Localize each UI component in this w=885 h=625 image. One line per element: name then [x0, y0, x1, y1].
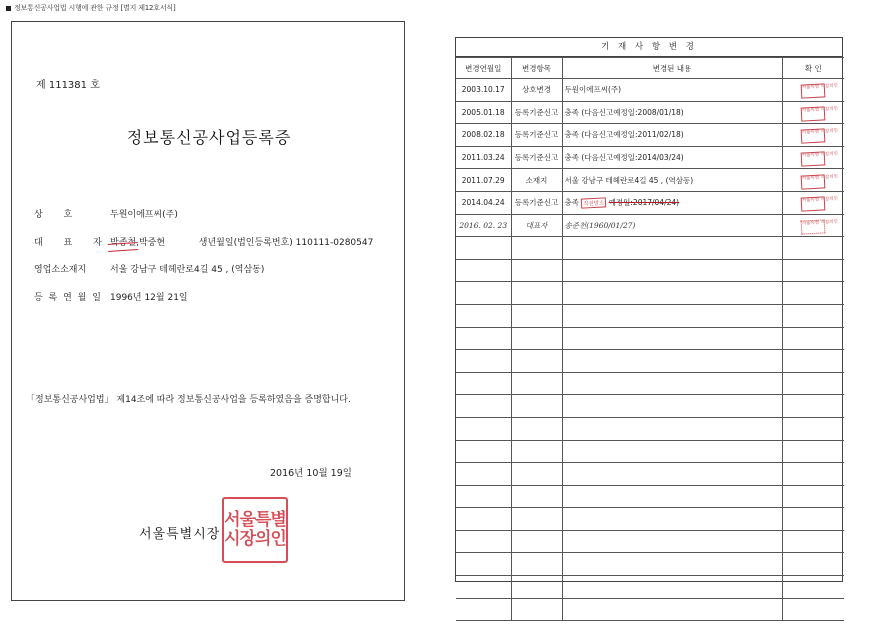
seal-line-2: 시장의인: [224, 529, 286, 549]
table-row-empty: [456, 350, 844, 373]
row-content-handwritten: 송준천(1960/01/27): [562, 214, 782, 237]
reg-date-value: 1996년 12월 21일: [110, 293, 188, 303]
representative-row: [34, 235, 373, 248]
header-confirm: 확 인: [782, 58, 844, 79]
table-row-empty: [456, 576, 844, 599]
table-row: [456, 146, 844, 169]
form-reference: [6, 3, 176, 13]
row-confirm: [782, 214, 844, 237]
table-row: [456, 101, 844, 124]
birth-value: 110111-0280547: [295, 238, 374, 248]
certificate-number: 제 111381 호: [36, 80, 100, 91]
row-item-handwritten: 대표자: [511, 214, 562, 237]
row-confirm: [782, 101, 844, 124]
table-row-empty: [456, 530, 844, 553]
header-item: 변경항목: [511, 58, 562, 79]
row-item: 등록기준신고: [511, 191, 562, 214]
trade-name-label: 상 호: [34, 210, 82, 220]
confirm-stamp: 서울특별 시장의인: [801, 197, 826, 212]
row-item: 상호변경: [511, 79, 562, 102]
header-content: 변경된 내용: [562, 58, 782, 79]
office-value: 서울 강남구 테헤란로4길 45 , (역삼동): [110, 265, 265, 275]
row-date: 2014.04.24: [456, 191, 511, 214]
table-row: [456, 124, 844, 147]
table-row-empty: [456, 372, 844, 395]
office-row: [34, 262, 264, 275]
table-row: [456, 214, 844, 237]
cancellation-mark: 직권말소: [581, 198, 607, 209]
row-date: 2011.07.29: [456, 169, 511, 192]
row-confirm: [782, 169, 844, 192]
table-row: [456, 79, 844, 102]
row-content: 두원이에프씨(주): [562, 79, 782, 102]
confirm-stamp: 서울특별 시장의인: [801, 106, 826, 121]
reg-date-label: 등 록 연 월 일: [34, 293, 103, 303]
confirm-stamp: 서울특별 시장의인: [801, 151, 826, 166]
registration-certificate: [11, 21, 405, 601]
row-item: 등록기준신고: [511, 146, 562, 169]
row-content: [562, 191, 782, 214]
change-record-box: [455, 37, 843, 582]
change-record-table: [456, 57, 844, 621]
row-date: 2005.01.18: [456, 101, 511, 124]
table-row: [456, 169, 844, 192]
official-seal: [222, 497, 288, 563]
row-content: 충족 (다음신고예정일:2011/02/18): [562, 124, 782, 147]
issuer-name: 서울특별시장: [139, 527, 221, 542]
table-row-empty: [456, 508, 844, 531]
table-row-empty: [456, 485, 844, 508]
square-bullet-icon: [6, 6, 11, 11]
row-confirm: [782, 191, 844, 214]
row-confirm: [782, 124, 844, 147]
row-content: 서울 강남구 테헤란로4길 45 , (역삼동): [562, 169, 782, 192]
representative-label: 대 표 자: [34, 238, 111, 248]
content-struck: 예정일:2017/04/24): [608, 198, 680, 208]
trade-name-value: 두원이에프씨(주): [110, 210, 178, 220]
change-record-title: 기 재 사 항 변 경: [456, 38, 842, 57]
row-date: 2003.10.17: [456, 79, 511, 102]
row-date-handwritten: 2016. 02. 23: [456, 214, 511, 237]
trade-name-row: [34, 207, 178, 220]
representative-new: ,박중현: [136, 238, 166, 248]
reg-date-row: [34, 290, 188, 303]
row-item: 소재지: [511, 169, 562, 192]
seal-line-1: 서울특별: [224, 510, 286, 530]
row-confirm: [782, 79, 844, 102]
confirm-stamp: 서울특별 시장의인: [801, 129, 826, 144]
table-row-empty: [456, 553, 844, 576]
table-row-empty: [456, 417, 844, 440]
table-row-empty: [456, 259, 844, 282]
row-content: 충족 (다음신고예정일:2014/03/24): [562, 146, 782, 169]
birth-label: 생년월일(법인등록번호): [198, 238, 293, 248]
table-row-empty: [456, 395, 844, 418]
table-row-empty: [456, 237, 844, 260]
form-reference-text: 정보통신공사업법 시행에 관한 규정 [별지 제12호서식]: [14, 4, 176, 12]
content-prefix: 충족: [564, 198, 579, 208]
table-header-row: [456, 58, 844, 79]
table-row-empty: [456, 463, 844, 486]
table-row-empty: [456, 282, 844, 305]
row-item: 등록기준신고: [511, 101, 562, 124]
confirm-stamp: 서울특별 시장의인: [801, 219, 826, 234]
table-row-empty: [456, 304, 844, 327]
table-row: [456, 191, 844, 214]
row-date: 2011.03.24: [456, 146, 511, 169]
office-label: 영업소소재지: [34, 265, 87, 275]
row-content: 충족 (다음신고예정일:2008/01/18): [562, 101, 782, 124]
certification-statement: 「정보통신공사업법」 제14조에 따라 정보통신공사업을 등록하였음을 증명합니다.: [26, 395, 351, 405]
header-date: 변경연월일: [456, 58, 511, 79]
row-date: 2008.02.18: [456, 124, 511, 147]
table-row-empty: [456, 598, 844, 621]
representative-old-struck: 박종철: [110, 238, 137, 248]
row-confirm: [782, 146, 844, 169]
table-row-empty: [456, 440, 844, 463]
table-row-empty: [456, 327, 844, 350]
confirm-stamp: 서울특별 시장의인: [801, 174, 826, 189]
issue-date: 2016년 10월 19일: [270, 468, 352, 479]
confirm-stamp: 서울특별 시장의인: [801, 84, 826, 99]
row-item: 등록기준신고: [511, 124, 562, 147]
certificate-title: 정보통신공사업등록증: [126, 128, 292, 147]
